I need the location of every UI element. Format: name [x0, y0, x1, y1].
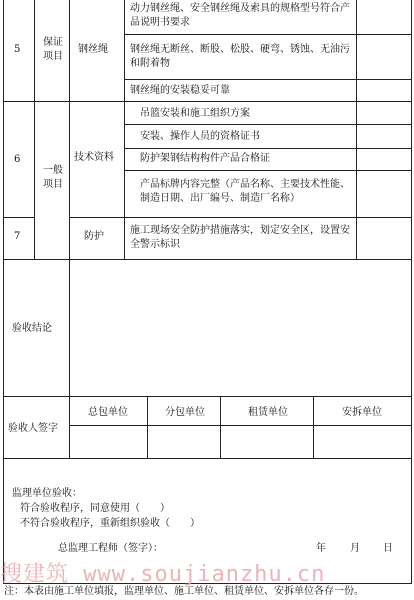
signature-col-general: 总包单位 [88, 407, 128, 418]
supervision-day: 日 [383, 543, 393, 554]
signature-col-lease: 租赁单位 [248, 407, 288, 418]
supervision-engineer: 总监理工程师（签字）： [58, 543, 163, 554]
row6-category: 一般 项目 [43, 165, 63, 190]
row5-content-1: 动力钢丝绳、安全钢丝绳及索具的规格型号符合产品说明书要求 [130, 3, 350, 28]
watermark: 搜建筑 www.soujianzhu.cn [0, 562, 326, 587]
row6-number: 6 [14, 154, 21, 165]
supervision-month: 月 [350, 543, 360, 554]
row6-content-3: 防护架钢结构构件产品合格证 [140, 153, 270, 164]
supervision-line-pass: 符合验收程序，同意使用（ ） [20, 503, 170, 514]
signature-col-install: 安拆单位 [342, 407, 382, 418]
row7-content-1: 施工现场安全防护措施落实，划定安全区，设置安全警示标识 [130, 225, 350, 250]
supervision-title: 监理单位验收： [12, 488, 82, 499]
row5-category: 保证 项目 [43, 37, 63, 62]
conclusion-label: 验收结论 [12, 323, 52, 334]
row5-content-3: 钢丝绳的安装稳妥可靠 [130, 85, 230, 96]
row7-number: 7 [14, 231, 21, 242]
row6-content-2: 安装、操作人员的资格证书 [140, 131, 260, 142]
row5-content-2: 钢丝绳无断丝、断股、松股、硬弯、锈蚀、无油污和附着物 [130, 44, 350, 69]
row7-item: 防护 [84, 231, 104, 242]
row5-number: 5 [14, 44, 21, 55]
row6-content-1: 吊篮安装和施工组织方案 [140, 108, 250, 119]
supervision-year: 年 [316, 543, 326, 554]
row6-content-4: 产品标牌内容完整（产品名称、主要技术性能、制造日期、出厂编号、制造厂名称） [140, 179, 350, 204]
signature-label: 验收人签字 [8, 423, 58, 434]
footnote: 注：本表由施工单位填报，监理单位、施工单位、租赁单位、安拆单位各存一份。 [4, 586, 364, 597]
row6-item: 技术资料 [74, 152, 114, 163]
signature-col-sub: 分包单位 [165, 407, 205, 418]
supervision-line-fail: 不符合验收程序，重新组织验收（ ） [20, 518, 200, 529]
row5-item: 钢丝绳 [78, 44, 108, 55]
